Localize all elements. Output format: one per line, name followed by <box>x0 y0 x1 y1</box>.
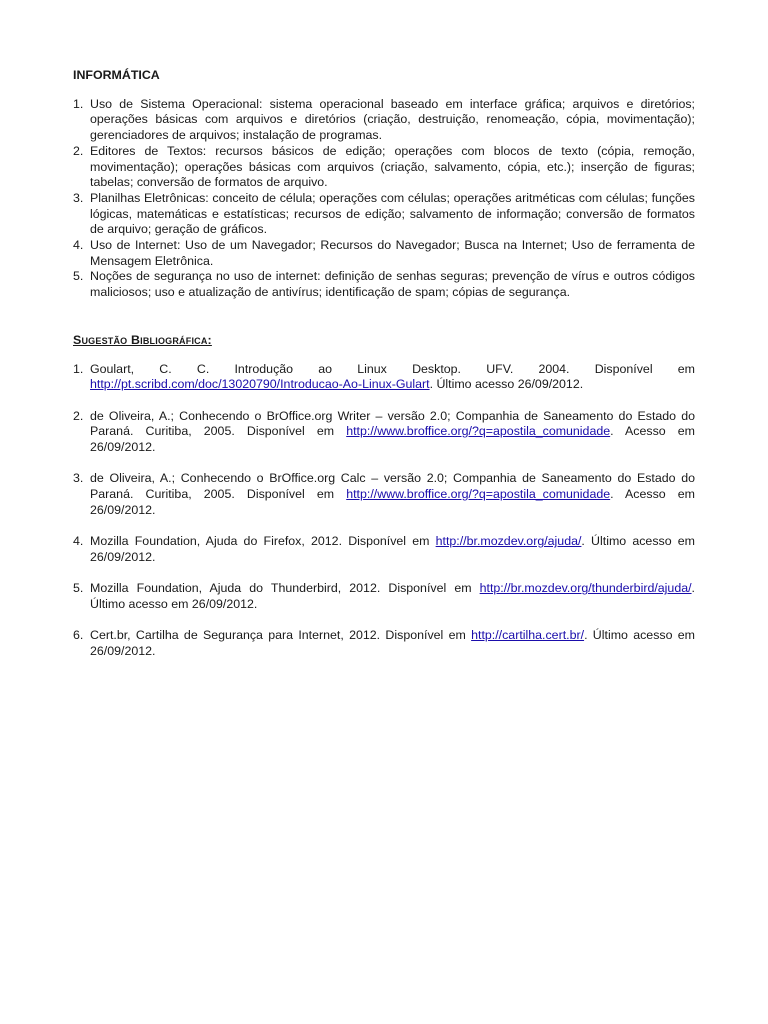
reference-number: 1. <box>73 361 84 376</box>
reference-list <box>73 362 695 660</box>
topic-number: 3. <box>73 190 84 205</box>
reference-item <box>73 409 695 456</box>
reference-text-after: . Último acesso em 26/09/2012. <box>90 628 695 659</box>
reference-text <box>90 628 695 659</box>
reference-number: 3. <box>73 471 84 486</box>
reference-text <box>90 534 695 565</box>
reference-text <box>90 409 695 456</box>
reference-text <box>90 471 695 518</box>
reference-text-before: de Oliveira, A.; Conhecendo o BrOffice.org Calc – versão 2.0; Companhia de Saneamento do Estado do Paraná. Curitiba, 2005. Disponível em <box>90 471 695 502</box>
reference-text-before: de Oliveira, A.; Conhecendo o BrOffice.org Writer – versão 2.0; Companhia de Saneamento do Estado do Paraná. Curitiba, 2005. Disponível em <box>90 408 695 439</box>
reference-number: 6. <box>73 628 84 643</box>
reference-item <box>73 581 695 612</box>
topic-item <box>73 191 695 238</box>
reference-item <box>73 628 695 659</box>
reference-link[interactable]: http://br.mozdev.org/ajuda/ <box>435 534 582 549</box>
reference-item <box>73 362 695 393</box>
reference-text-after: . Último acesso em 26/09/2012. <box>90 581 695 612</box>
topic-item <box>73 97 695 144</box>
reference-link[interactable]: http://br.mozdev.org/thunderbird/ajuda/ <box>479 581 692 596</box>
reference-link[interactable]: http://www.broffice.org/?q=apostila_comunidade <box>346 487 611 502</box>
topic-text: Noções de segurança no uso de internet: definição de senhas seguras; prevenção de vírus e outros códigos maliciosos; uso e atualização de antivírus; identificação de spam; cópias de segurança. <box>90 269 695 300</box>
topic-item <box>73 144 695 191</box>
reference-text-before: Goulart, C. C. Introdução ao Linux Desktop. UFV. 2004. Disponível em <box>90 361 695 376</box>
bibliography-heading: Sugestão Bibliográfica: <box>73 332 212 347</box>
topic-number: 5. <box>73 269 84 284</box>
reference-link[interactable]: http://www.broffice.org/?q=apostila_comunidade <box>346 424 611 439</box>
topic-item <box>73 269 695 300</box>
topic-list <box>73 97 695 301</box>
reference-link[interactable]: http://cartilha.cert.br/ <box>471 628 585 643</box>
reference-number: 2. <box>73 408 84 423</box>
reference-text <box>90 362 695 393</box>
reference-text-after: . Último acesso 26/09/2012. <box>429 377 584 392</box>
reference-text-after: . Acesso em 26/09/2012. <box>90 424 695 455</box>
reference-text-before: Cert.br, Cartilha de Segurança para Internet, 2012. Disponível em <box>90 628 472 643</box>
page-title: INFORMÁTICA <box>73 68 160 82</box>
topic-number: 2. <box>73 143 84 158</box>
topic-number: 4. <box>73 238 84 253</box>
reference-item <box>73 534 695 565</box>
reference-number: 5. <box>73 581 84 596</box>
reference-text-before: Mozilla Foundation, Ajuda do Firefox, 2012. Disponível em <box>90 534 436 549</box>
reference-text-after: . Acesso em 26/09/2012. <box>90 487 695 517</box>
reference-number: 4. <box>73 534 84 549</box>
topic-text: Planilhas Eletrônicas: conceito de célula; operações com células; operações aritméticas com células; funções lógicas, matemáticas e estatísticas; recursos de edição; salvamento de informação; conversão de formatos de arquivo; geração de gráficos. <box>90 190 695 237</box>
topic-number: 1. <box>73 96 84 111</box>
reference-item <box>73 471 695 518</box>
topic-item <box>73 238 695 269</box>
reference-text <box>90 581 695 612</box>
topic-text: Uso de Sistema Operacional: sistema operacional baseado em interface gráfica; arquivos e diretórios; operações básicas com arquivos e diretórios (criação, destruição, renomeação, cópia, movimentação); gerenciadores de arquivos; instalação de programas. <box>90 96 695 143</box>
topic-text: Uso de Internet: Uso de um Navegador; Recursos do Navegador; Busca na Internet; Uso de ferramenta de Mensagem Eletrônica. <box>90 238 695 268</box>
topic-text: Editores de Textos: recursos básicos de edição; operações com blocos de texto (cópia, remoção, movimentação); operações básicas com arquivos (criação, salvamento, cópia, etc.); inserção de figuras; tabelas; conversão de formatos de arquivo. <box>90 143 695 190</box>
reference-text-before: Mozilla Foundation, Ajuda do Thunderbird, 2012. Disponível em <box>90 581 480 596</box>
reference-text-after: . Último acesso em 26/09/2012. <box>90 534 695 564</box>
reference-link[interactable]: http://pt.scribd.com/doc/13020790/Introducao-Ao-Linux-Gulart <box>90 377 430 392</box>
